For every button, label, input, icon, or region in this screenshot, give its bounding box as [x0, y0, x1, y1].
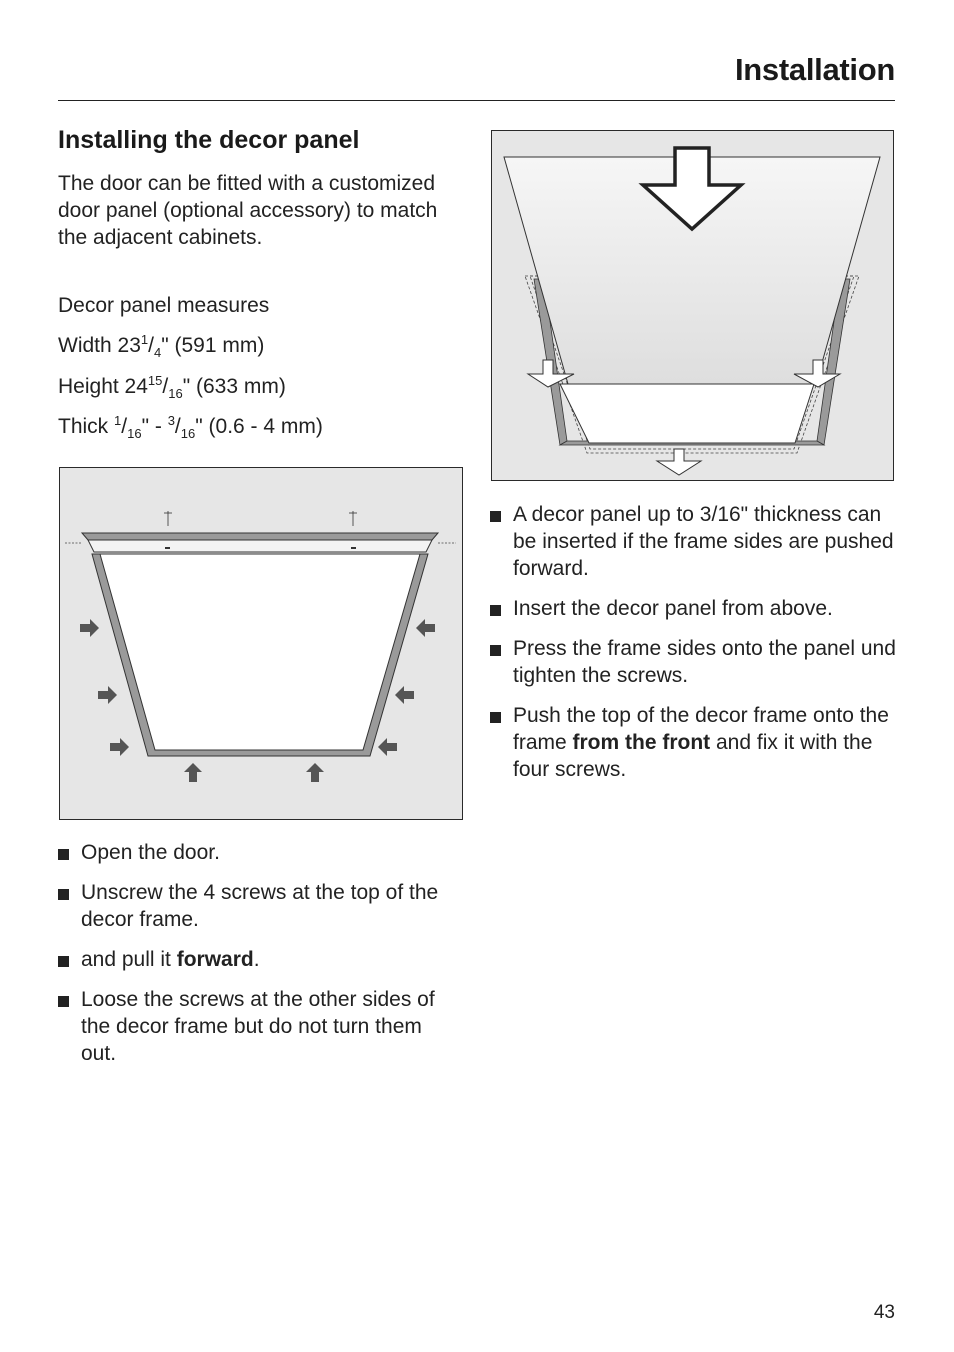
list-item: A decor panel up to 3/16" thickness can be inserted if the frame sides are pushed forward. — [490, 501, 900, 582]
page-number: 43 — [873, 1302, 895, 1323]
arrow-right-icon — [80, 619, 99, 637]
width-measure: Width $23^1/_4$" (591 mm) — [58, 332, 265, 361]
arrow-left-icon — [395, 686, 414, 704]
arrow-down-icon — [657, 449, 701, 475]
arrow-right-icon — [98, 686, 117, 704]
square-bullet — [490, 645, 501, 656]
list-item: and pull it forward. — [58, 946, 458, 973]
thickness-measure: Thick $^1/_{16}$" - $^3/_{16}$" (0.6 - 4 mm) — [58, 413, 323, 442]
page-header — [58, 50, 895, 101]
list-item: Press the frame sides onto the panel und tighten the screws. — [490, 635, 900, 689]
arrow-right-icon — [110, 738, 129, 756]
arrow-up-icon — [306, 763, 324, 782]
frame-diagram-right — [491, 130, 894, 481]
list-item: Push the top of the decor frame onto the frame from the front and fix it with the four screws. — [490, 702, 900, 783]
square-bullet — [58, 956, 69, 967]
square-bullet — [58, 849, 69, 860]
left-steps-list — [58, 839, 458, 1080]
list-item: Open the door. — [58, 839, 458, 866]
height-measure: Height $24^{15}/_{16}$" (633 mm) — [58, 373, 286, 402]
measures-label: Decor panel measures — [58, 294, 270, 317]
section-title: Installing the decor panel — [58, 126, 360, 154]
screw-icon — [164, 511, 357, 526]
list-item: Loose the screws at the other sides of the decor frame but do not turn them out. — [58, 986, 458, 1067]
square-bullet — [58, 996, 69, 1007]
right-steps-list — [490, 501, 900, 796]
frame-diagram-left — [59, 467, 463, 820]
intro-paragraph: The door can be fitted with a customized door panel (optional accessory) to match the adjacent cabinets. — [58, 172, 438, 249]
square-bullet — [490, 605, 501, 616]
page-title: Installation — [734, 52, 895, 87]
square-bullet — [490, 712, 501, 723]
list-item: Unscrew the 4 screws at the top of the decor frame. — [58, 879, 458, 933]
list-item: Insert the decor panel from above. — [490, 595, 900, 622]
arrow-up-icon — [184, 763, 202, 782]
square-bullet — [58, 889, 69, 900]
arrow-left-icon — [378, 738, 397, 756]
square-bullet — [490, 511, 501, 522]
arrow-left-icon — [416, 619, 435, 637]
